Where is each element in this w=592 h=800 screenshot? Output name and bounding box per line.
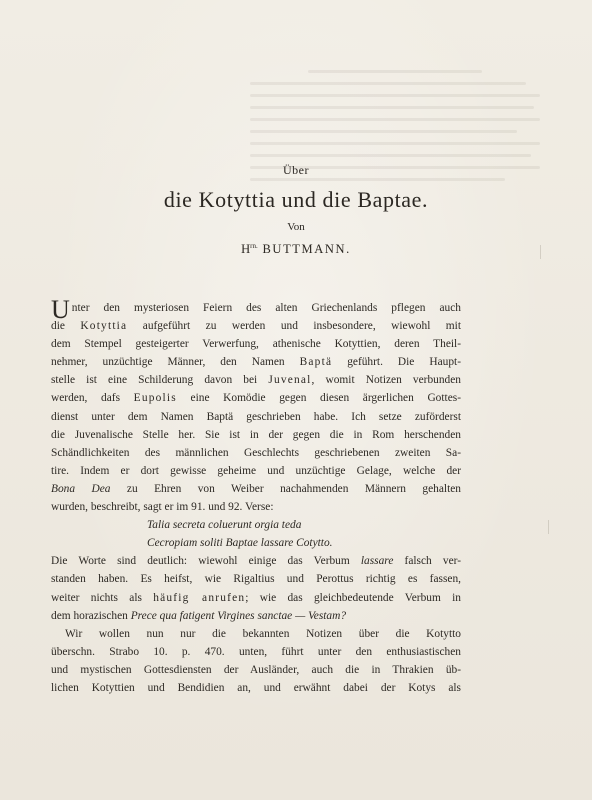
line-text: nehmer, unzüchtige Männer, den Namen xyxy=(51,356,300,369)
line-text: ; wie das gleichbedeutende Verbum in xyxy=(245,591,461,604)
line-text: tire. Indem er dort gewisse geheime und unzüchtige Gelage, welche der xyxy=(51,464,461,477)
author-line xyxy=(0,238,592,257)
text-line xyxy=(51,389,461,407)
line-text: stelle ist eine Schilderung davon bei xyxy=(51,374,269,387)
text-line-last xyxy=(51,498,461,516)
line-text: lichen Kotyttien und Bendidien an, und erwähnt dabei der Kotys als xyxy=(51,681,461,694)
text-line xyxy=(51,444,461,462)
margin-mark xyxy=(548,520,549,534)
line-text: eine Komödie gegen diesen ärgerlichen Gottes- xyxy=(176,392,461,405)
italic-phrase: Prece qua fatigent Virgines sanctae — Vestam? xyxy=(130,609,347,622)
line-text: überschn. Strabo 10. p. 470. unten, führt unter den enthusiastischen xyxy=(51,645,461,658)
text-line xyxy=(51,570,461,588)
spaced-emphasis: Kotyttia xyxy=(80,320,128,333)
line-text: dienst unter dem Namen Baptä geschrieben habe. Ich setze zuförderst xyxy=(51,410,461,423)
line-text: Talia secreta coluerunt orgia teda xyxy=(147,519,302,532)
byline-von: Von xyxy=(287,221,305,233)
line-text: die Juvenalische Stelle her. Sie ist in der gegen die in Rom herschenden xyxy=(51,428,461,441)
line-text: werden, dafs xyxy=(51,392,134,405)
italic-phrase: lassare xyxy=(360,555,394,568)
text-line xyxy=(51,661,461,679)
body-text xyxy=(51,295,461,697)
text-line xyxy=(51,317,461,335)
spaced-emphasis: häufig anrufen xyxy=(153,591,246,604)
text-line xyxy=(51,408,461,426)
text-line-indented xyxy=(51,625,461,643)
line-text: dem horazischen xyxy=(51,609,131,622)
text-line-last xyxy=(51,607,461,625)
line-text: dem Stempel gesteigerter Verwerfung, athenische Kotyttien, deren Theil- xyxy=(51,338,461,351)
line-text: Cecropiam soliti Baptae lassare Cotytto. xyxy=(147,537,333,550)
line-text: aufgeführt zu werden und insbesondere, wiewohl mit xyxy=(127,320,461,333)
verse-line xyxy=(51,516,461,534)
paragraph-first-line xyxy=(51,295,461,324)
drop-cap: U xyxy=(51,295,70,324)
author-honorific: $H^{rn.}$ xyxy=(241,242,258,257)
line-text: weiter nichts als xyxy=(51,591,154,604)
spaced-emphasis: Baptä xyxy=(299,356,333,369)
title-over: Über xyxy=(283,163,309,177)
text-line xyxy=(51,462,461,480)
text-line xyxy=(51,335,461,353)
line-text: und mystischen Gottesdiensten der Ausländer, auch die in Thrakien üb- xyxy=(51,663,461,676)
line-text: Wir wollen nun nur die bekannten Notizen über die Kotytto xyxy=(65,627,461,640)
line-text: Die Worte sind deutlich: wiewohl einige das Verbum xyxy=(51,555,361,568)
text-line xyxy=(51,643,461,661)
author-name: BUTTMANN. xyxy=(262,242,351,257)
line-text: , womit Notizen verbunden xyxy=(311,374,461,387)
text-line xyxy=(51,552,461,570)
italic-phrase: Bona Dea xyxy=(51,482,111,495)
article-title: die Kotyttia und die Baptae. xyxy=(163,187,429,212)
line-text: zu Ehren von Weiber nachahmenden Männern gehalten xyxy=(110,482,461,495)
article-header xyxy=(0,163,592,257)
line-text: Schändlichkeiten des männlichen Geschlechts geschriebenen zweiten Sa- xyxy=(51,446,461,459)
text-line xyxy=(51,426,461,444)
text-line xyxy=(51,353,461,371)
line-text: falsch ver- xyxy=(393,555,461,568)
spaced-emphasis: Juvenal xyxy=(268,374,312,387)
text-line xyxy=(51,371,461,389)
line-text: die xyxy=(51,320,81,333)
line-text: nter den mysteriosen Feiern des alten Griechenlands pflegen auch xyxy=(71,302,461,314)
line-text: geführt. Die Haupt- xyxy=(332,356,461,369)
text-line xyxy=(51,480,461,498)
verse-line xyxy=(51,534,461,552)
spaced-emphasis: Eupolis xyxy=(133,392,177,405)
line-text: wurden, beschreibt, sagt er im 91. und 92. Verse: xyxy=(51,501,274,514)
text-line xyxy=(51,589,461,607)
text-line xyxy=(51,679,461,697)
line-text: standen haben. Es heifst, wie Rigaltius und Perottus richtig es fassen, xyxy=(51,573,461,586)
